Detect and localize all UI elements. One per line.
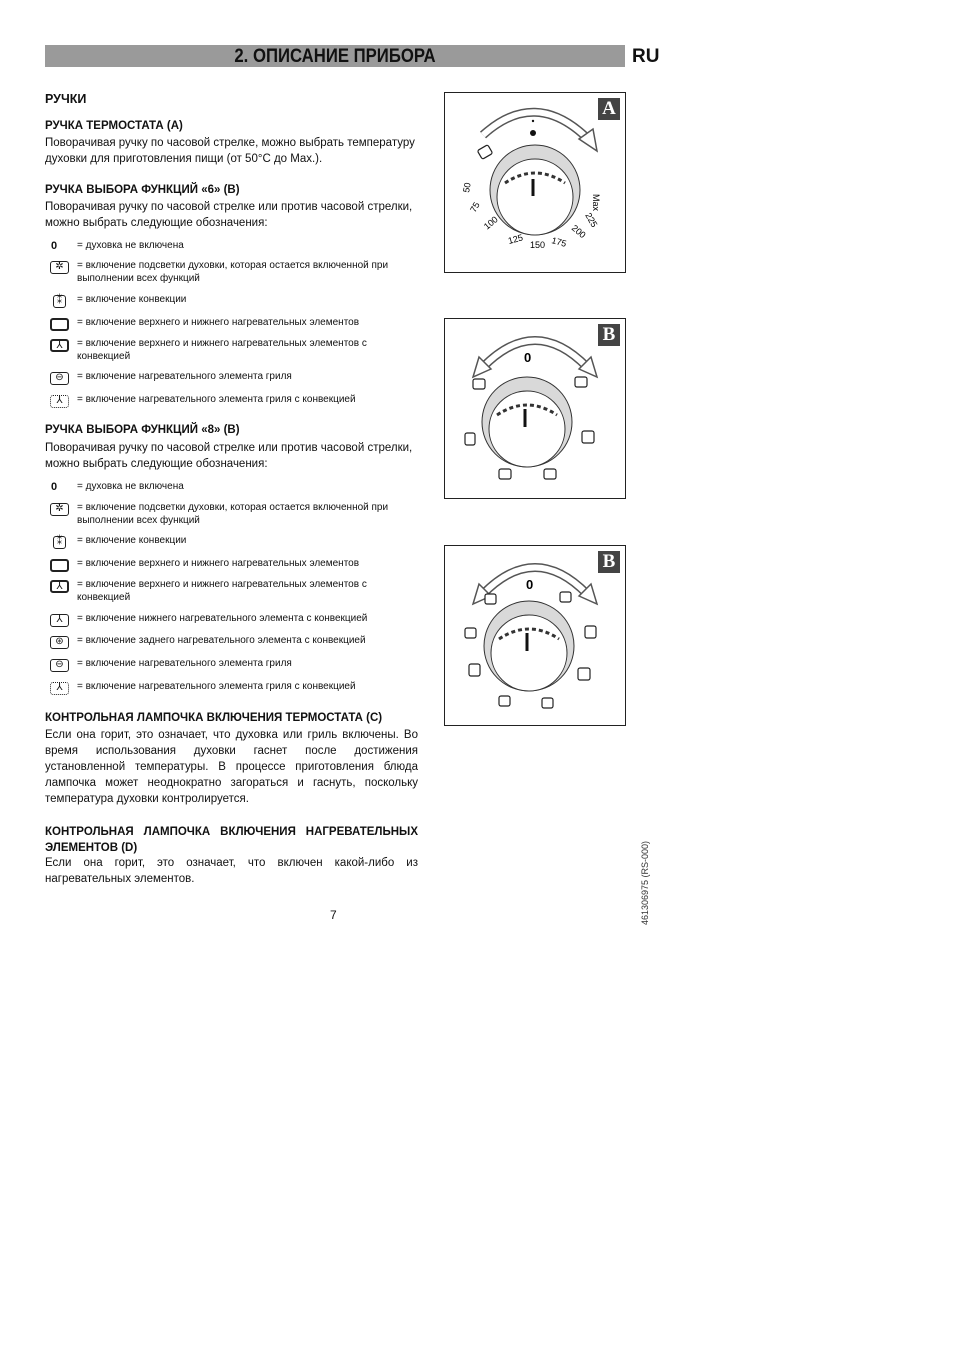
document-id: 461306975 (RS-000) [640, 840, 650, 925]
convection-icon: ⁑ [53, 295, 66, 308]
temp-label-175: 175 [550, 235, 568, 249]
list-item-text: = духовка не включена [77, 240, 184, 251]
oven-light-icon: ✲ [50, 503, 69, 516]
zero-symbol: 0 [51, 481, 58, 493]
rear-element-fan-icon: ⊛ [50, 636, 69, 649]
list-item-text: = включение верхнего и нижнего нагревательных элементов с конвекцией [77, 579, 367, 603]
top-bottom-heating-icon [50, 559, 69, 572]
list-item-text: = включение нижнего нагревательного элемента с конвекцией [77, 613, 368, 624]
zero-mark: 0 [526, 577, 534, 592]
temp-label-75: 75 [468, 200, 482, 214]
temp-label-50: 50 [461, 181, 473, 194]
top-bottom-heating-icon [50, 318, 69, 331]
page-title: 2. ОПИСАНИЕ ПРИБОРА [234, 46, 436, 67]
selector6-text: Поворачивая ручку по часовой стрелке или против часовой стрелки, можно выбрать следующие обозначения: [45, 201, 413, 229]
language-code: RU [632, 46, 660, 67]
list-item-text: = включение нагревательного элемента гриля [77, 658, 292, 669]
lamp-d-text: Если она горит, это означает, что включен какой-либо из нагревательных элементов. [45, 857, 418, 885]
convection-icon: ⁑ [53, 536, 66, 549]
list-item-text: = включение заднего нагревательного элемента с конвекцией [77, 635, 366, 646]
lamp-c-title: КОНТРОЛЬНАЯ ЛАМПОЧКА ВКЛЮЧЕНИЯ ТЕРМОСТАТА (C) [45, 712, 383, 724]
figure-selector6-knob [444, 318, 626, 499]
thermostat-knob-drawing [445, 93, 625, 272]
grill-icon: ⊖ [50, 659, 69, 672]
grill-fan-icon: ⅄ [50, 395, 69, 408]
temp-label-125: 125 [506, 232, 525, 246]
zero-symbol: 0 [51, 240, 58, 252]
list-item-text: = включение нагревательного элемента гриля [77, 371, 292, 382]
list-item-text: = включение верхнего и нижнего нагревательных элементов [77, 317, 360, 328]
selector8-text: Поворачивая ручку по часовой стрелке или против часовой стрелки, можно выбрать следующие обозначения: [45, 442, 413, 470]
top-bottom-fan-icon: ⅄ [50, 339, 69, 352]
list-item-text: = включение верхнего и нижнего нагревательных элементов с конвекцией [77, 338, 367, 362]
thermostat-title: РУЧКА ТЕРМОСТАТА (A) [45, 120, 183, 132]
thermostat-text: Поворачивая ручку по часовой стрелке, можно выбрать температуру духовки для приготовления пищи (от 50°C до Max.). [45, 137, 415, 165]
figure-label-b: B [598, 324, 620, 346]
list-item-text: = включение верхнего и нижнего нагревательных элементов [77, 558, 360, 569]
temp-label-225: 225 [583, 211, 600, 230]
list-item-text: = духовка не включена [77, 481, 184, 492]
lamp-d-title: КОНТРОЛЬНАЯ ЛАМПОЧКА ВКЛЮЧЕНИЯ НАГРЕВАТЕЛЬНЫХ ЭЛЕМЕНТОВ (D) [45, 826, 418, 854]
bottom-fan-icon: ⅄ [50, 614, 69, 627]
oven-light-icon: ✲ [50, 261, 69, 274]
list-item-text: = включение нагревательного элемента гриля с конвекцией [77, 681, 356, 692]
list-item-text: = включение конвекции [77, 294, 187, 305]
section-title: РУЧКИ [45, 92, 87, 106]
list-item-text: = включение нагревательного элемента гриля с конвекцией [77, 394, 356, 405]
temp-label-200: 200 [569, 222, 588, 241]
selector6-knob-drawing [445, 319, 625, 498]
figure-label-b-2: B [598, 551, 620, 573]
list-item-text: = включение подсветки духовки, которая остается включенной при выполнении всех функций [77, 260, 389, 284]
list-item-text: = включение конвекции [77, 535, 187, 546]
top-bottom-fan-icon: ⅄ [50, 580, 69, 593]
lamp-c-text: Если она горит, это означает, что духовка или гриль включены. Во время использования духовки гаснет после достижения установленной температуры. В процессе приготовления блюда лампочка может неоднократно загораться и гаснуть, поскольку температура духовки контролируется. [45, 729, 418, 805]
figure-label-a: A [598, 98, 620, 120]
selector6-title: РУЧКА ВЫБОРА ФУНКЦИЙ «6» (B) [45, 184, 240, 196]
figure-selector8-knob [444, 545, 626, 726]
list-item-text: = включение подсветки духовки, которая остается включенной при выполнении всех функций [77, 502, 389, 526]
zero-mark: 0 [524, 350, 532, 365]
figure-thermostat-knob [444, 92, 626, 273]
grill-icon: ⊖ [50, 372, 69, 385]
temp-label-max: Max [591, 194, 601, 212]
selector8-title: РУЧКА ВЫБОРА ФУНКЦИЙ «8» (B) [45, 424, 240, 436]
page-number: 7 [330, 908, 337, 922]
temp-label-150: 150 [530, 240, 546, 250]
selector8-knob-drawing [445, 546, 625, 725]
grill-fan-icon: ⅄ [50, 682, 69, 695]
temp-label-100: 100 [481, 214, 500, 232]
